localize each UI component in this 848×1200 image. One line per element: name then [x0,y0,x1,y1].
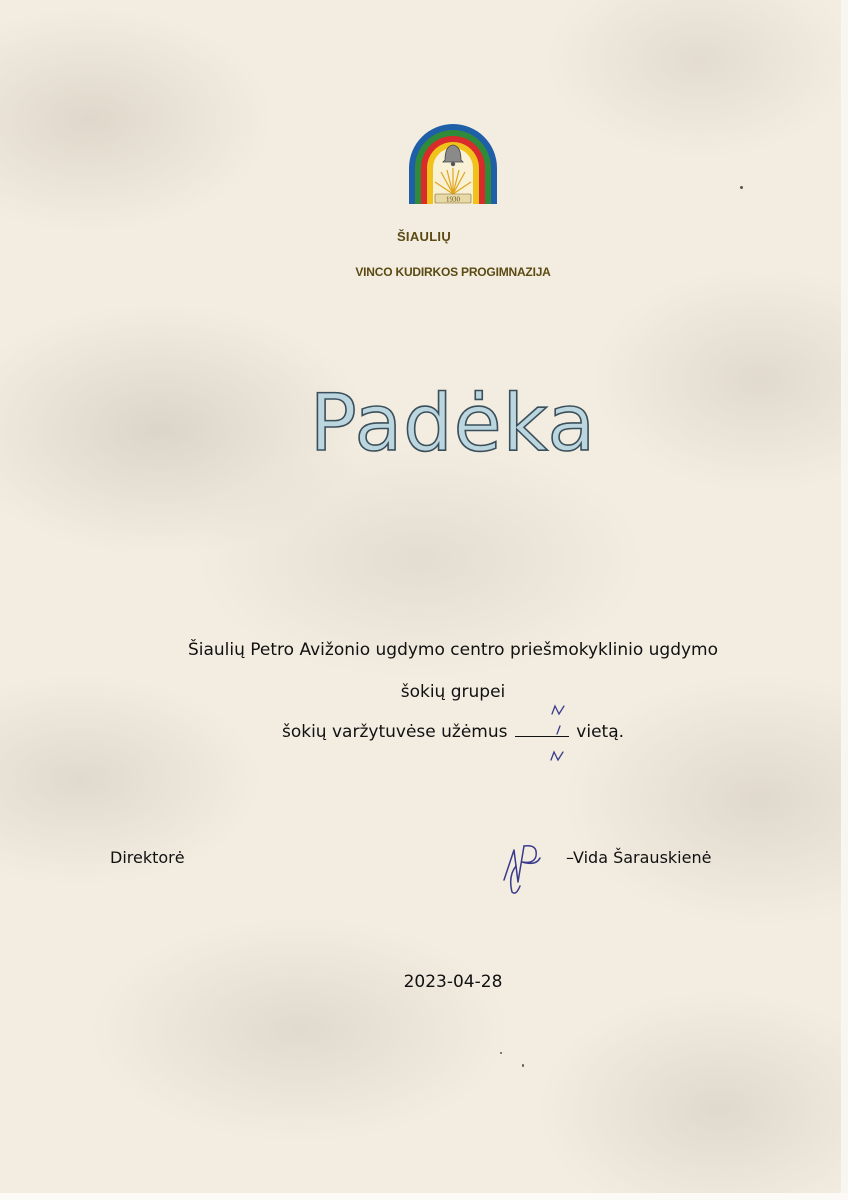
group-line: šokių grupei [400,682,506,702]
director-name: Vida Šarauskienė [573,848,712,867]
school-name: VINCO KUDIRKOS PROGIMNAZIJA [355,265,551,279]
svg-text:1930: 1930 [446,195,460,204]
paper-speck [740,186,743,189]
achievement-line [0,722,848,742]
paper-speck [500,1052,502,1054]
director-role: Direktorė [110,848,185,867]
director-signature [494,836,554,898]
school-city: ŠIAULIŲ [396,229,452,244]
page-right-edge [841,0,848,1200]
issue-date: 2023-04-28 [403,972,503,992]
paper-speck [522,1064,524,1067]
recipient-line: Šiaulių Petro Avižonio ugdymo centro priešmokyklinio ugdymo [187,640,719,660]
certificate-title: Padėka [309,379,597,469]
school-logo [405,120,501,206]
signature-dash: – [566,848,574,867]
handwritten-place-mark [542,700,576,770]
page-bottom-edge [0,1193,848,1200]
achievement-text-before: šokių varžytuvėse užėmus [281,722,508,742]
achievement-text-after: vietą. [576,722,625,742]
